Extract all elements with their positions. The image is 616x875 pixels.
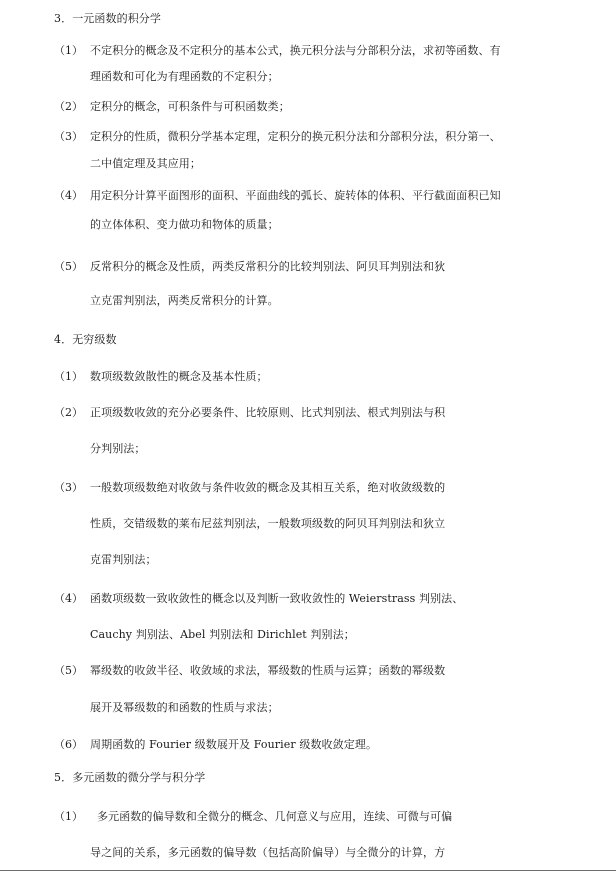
- item-text-line: 二中值定理及其应用；: [90, 157, 201, 170]
- item-text-line: Cauchy 判别法、Abel 判别法和 Dirichlet 判别法；: [90, 628, 355, 641]
- item-number: （1）: [54, 44, 83, 57]
- item-text-line: 的立体体积、变力做功和物体的质量；: [90, 218, 279, 231]
- item-number: （1）: [54, 810, 83, 823]
- item-number: （2）: [54, 100, 83, 113]
- item-text-line: 不定积分的概念及不定积分的基本公式，换元积分法与分部积分法，求初等函数、有: [90, 44, 501, 57]
- item-number: （6）: [54, 738, 83, 751]
- section-heading: 5．多元函数的微分学与积分学: [54, 771, 206, 784]
- item-text-line: 理函数和可化为有理函数的不定积分；: [90, 70, 279, 83]
- item-text-line: 正项级数收敛的充分必要条件、比较原则、比式判别法、根式判别法与积: [90, 406, 446, 419]
- item-text-line: 数项级数敛散性的概念及基本性质；: [90, 370, 268, 383]
- item-text-line: 一般数项级数绝对收敛与条件收敛的概念及其相互关系，绝对收敛级数的: [90, 481, 446, 494]
- item-number: （4）: [54, 592, 83, 605]
- item-text-line: 展开及幂级数的和函数的性质与求法；: [90, 701, 279, 714]
- item-text-line: 性质，交错级数的莱布尼兹判别法，一般数项级数的阿贝耳判别法和狄立: [90, 517, 446, 530]
- item-text-line: 定积分的性质，微积分学基本定理，定积分的换元积分法和分部积分法，积分第一、: [90, 130, 501, 143]
- item-text-line: 克雷判别法；: [90, 553, 157, 566]
- item-number: （5）: [54, 260, 83, 273]
- item-number: （1）: [54, 370, 83, 383]
- item-number: （5）: [54, 664, 83, 677]
- section-heading: 4．无穷级数: [54, 333, 117, 346]
- item-text-line: 定积分的概念，可积条件与可积函数类；: [90, 100, 290, 113]
- item-text-line: 导之间的关系，多元函数的偏导数（包括高阶偏导）与全微分的计算，方: [90, 846, 446, 859]
- item-text-line: 反常积分的概念及性质，两类反常积分的比较判别法、阿贝耳判别法和狄: [90, 260, 446, 273]
- item-number: （2）: [54, 406, 83, 419]
- item-text-line: 多元函数的偏导数和全微分的概念、几何意义与应用，连续、可微与可偏: [97, 810, 453, 823]
- item-number: （3）: [54, 130, 83, 143]
- item-text-line: 用定积分计算平面图形的面积、平面曲线的弧长、旋转体的体积、平行截面面积已知: [90, 189, 501, 202]
- item-text-line: 分判别法；: [90, 442, 146, 455]
- section-heading: 3．一元函数的积分学: [54, 12, 161, 25]
- page-bottom-border: [0, 870, 616, 871]
- item-number: （3）: [54, 481, 83, 494]
- item-text-line: 幂级数的收敛半径、收敛域的求法，幂级数的性质与运算；函数的幂级数: [90, 664, 446, 677]
- item-text-line: 函数项级数一致收敛性的概念以及判断一致收敛性的 Weierstrass 判别法、: [90, 592, 464, 605]
- item-text-line: 周期函数的 Fourier 级数展开及 Fourier 级数收敛定理。: [90, 738, 378, 751]
- item-text-line: 立克雷判别法，两类反常积分的计算。: [90, 294, 279, 307]
- item-number: （4）: [54, 189, 83, 202]
